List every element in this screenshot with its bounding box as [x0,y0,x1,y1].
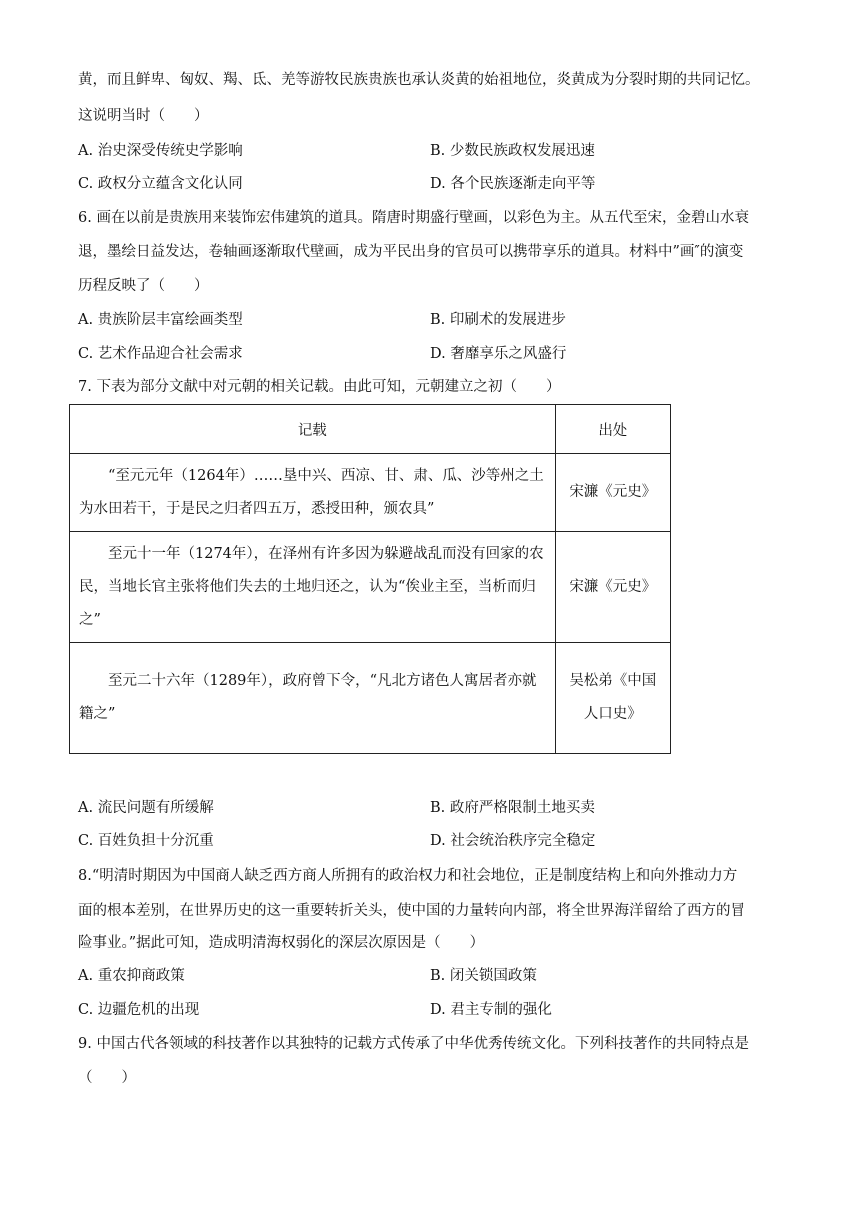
q9-stem-line-2: （ ） [78,1070,136,1086]
record-cell [70,643,556,754]
q6-stem-line-1: 6. 画在以前是贵族用来装饰宏伟建筑的道具。隋唐时期盛行壁画，以彩色为主。从五代至宋，金碧山水衰 [78,210,749,226]
q5-option-d: D. 各个民族逐渐走向平等 [430,176,596,192]
q6-option-d: D. 奢靡享乐之风盛行 [430,346,567,362]
records-table [69,404,671,754]
source-cell [555,454,670,532]
q8-stem-line-2: 面的根本差别，在世界历史的这一重要转折关头，使中国的力量转向内部，将全世界海洋留给了西方的冒 [78,903,745,919]
q9-stem-line-1: 9. 中国古代各领域的科技著作以其独特的记载方式传承了中华优秀传统文化。下列科技著作的共同特点是 [78,1036,749,1052]
source-text: 宋濂《元史》 [569,578,657,595]
record-text: 至元十一年（1274年），在泽州有许多因为躲避战乱而没有回家的农民，当地长官主张将他们失去的土地归还之，认为“俟业主至，当析而归之” [79,545,544,628]
q7-option-b: B. 政府严格限制土地买卖 [430,800,595,816]
q6-option-a: A. 贵族阶层丰富绘画类型 [78,312,243,328]
q7-option-c: C. 百姓负担十分沉重 [78,833,214,849]
q8-option-c: C. 边疆危机的出现 [78,1002,200,1018]
intro-line-1: 黄，而且鲜卑、匈奴、羯、氐、羌等游牧民族贵族也承认炎黄的始祖地位，炎黄成为分裂时期的共同记忆。 [78,72,760,88]
q8-stem-line-1: 8.“明清时期因为中国商人缺乏西方商人所拥有的政治权力和社会地位，正是制度结构上和向外推动力方 [78,868,738,884]
intro-line-2: 这说明当时（ ） [78,108,209,124]
q8-option-b: B. 闭关锁国政策 [430,968,537,984]
q5-option-b: B. 少数民族政权发展迅速 [430,143,595,159]
q8-stem-line-3: 险事业。”据此可知，造成明清海权弱化的深层次原因是（ ） [78,935,485,951]
header-record: 记载 [70,405,556,454]
source-cell [555,643,670,754]
q7-option-a: A. 流民问题有所缓解 [78,800,214,816]
table-row [70,643,671,754]
source-text: 宋濂《元史》 [569,484,657,500]
q6-stem-line-2: 退，墨绘日益发达，卷轴画逐渐取代壁画，成为平民出身的官员可以携带享乐的道具。材料中”画″的演变 [78,244,744,260]
q5-option-c: C. 政权分立蕴含文化认同 [78,176,243,192]
q7-option-d: D. 社会统治秩序完全稳定 [430,833,596,849]
record-text: 至元二十六年（1289年），政府曾下令，“凡北方诸色人寓居者亦就籍之” [79,673,537,722]
q7-stem: 7. 下表为部分文献中对元朝的相关记载。由此可知，元朝建立之初（ ） [78,379,561,395]
q6-option-b: B. 印刷术的发展进步 [430,312,566,328]
q5-option-a: A. 治史深受传统史学影响 [78,143,243,159]
source-cell [555,532,670,643]
record-cell [70,532,556,643]
source-text: 吴松弟《中国人口史》 [569,673,657,722]
record-cell [70,454,556,532]
table-row [70,532,671,643]
record-text: “至元元年（1264年）……垦中兴、西凉、甘、肃、瓜、沙等州之土为水田若干，于是民之归者四五万，悉授田种，颁农具” [79,467,544,517]
table-header-row [70,405,671,454]
q8-option-a: A. 重农抑商政策 [78,968,185,984]
q6-stem-line-3: 历程反映了（ ） [78,278,209,294]
header-source: 出处 [555,405,670,454]
q6-option-c: C. 艺术作品迎合社会需求 [78,346,243,362]
q8-option-d: D. 君主专制的强化 [430,1002,552,1018]
table-row [70,454,671,532]
